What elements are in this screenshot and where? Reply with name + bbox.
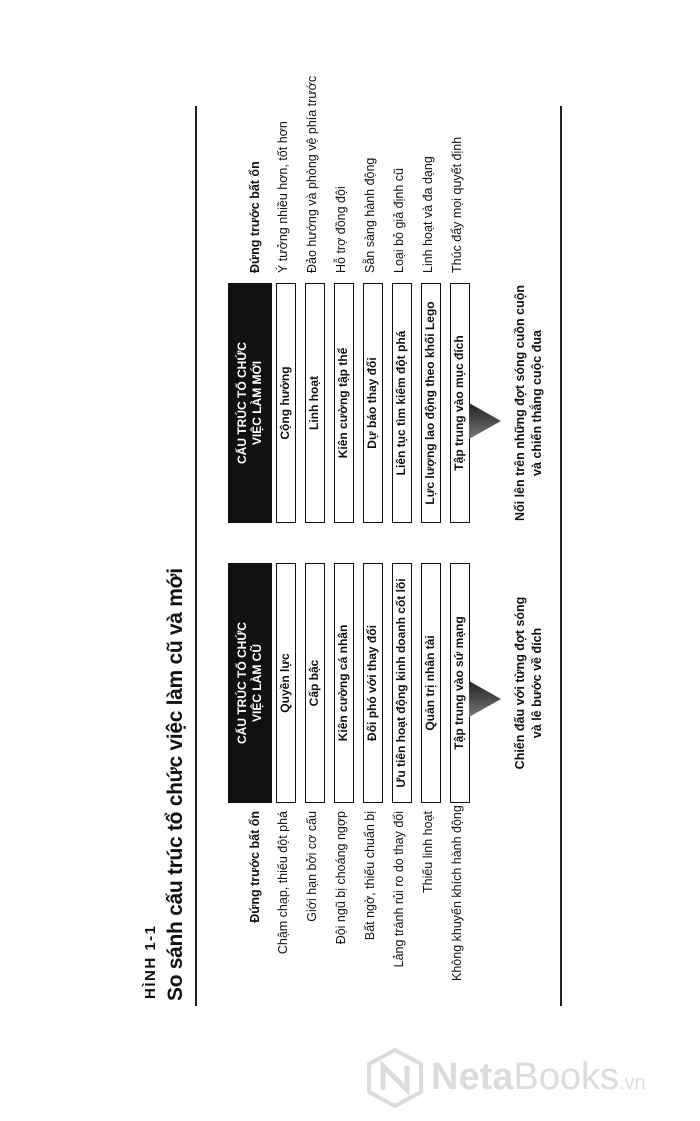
old-structure-item: Cấp bậc — [305, 563, 325, 803]
old-structure-item: Quản trị nhân tài — [421, 563, 441, 803]
right-column-item: Đảo hướng và phòng vệ phía trước — [305, 75, 319, 273]
left-column-item: Đội ngũ bị choáng ngợp — [334, 811, 348, 945]
left-column-item: Không khuyến khích hành động — [450, 805, 464, 981]
new-structure-header-line2: VIỆC LÀM MỚI — [250, 360, 264, 446]
old-down-arrow-icon — [465, 679, 505, 719]
left-column-item: Lảng tránh rủi ro do thay đổi — [392, 811, 406, 968]
right-column-header: Đứng trước bất ổn — [248, 161, 262, 273]
right-column-item: Loại bỏ giả định cũ — [392, 168, 406, 273]
new-structure-item: Liên tục tìm kiếm đột phá — [392, 283, 412, 523]
new-structure-item: Kiên cường tập thể — [334, 283, 354, 523]
new-caption — [512, 263, 546, 543]
old-caption-line1: Chiến đấu với từng đợt sóng — [513, 596, 527, 770]
new-caption-line2: và chiến thắng cuộc đua — [530, 330, 544, 476]
left-column-item: Thiếu linh hoạt — [421, 811, 435, 894]
new-structure-item: Lực lượng lao động theo khối Lego — [421, 283, 441, 523]
right-column-item: Hỗ trợ đồng đội — [334, 186, 348, 273]
left-column-item: Bất ngờ, thiếu chuẩn bị — [363, 811, 377, 941]
new-caption-line1: Nổi lên trên những đợt sóng cuồn cuộn — [513, 285, 527, 521]
new-down-arrow-icon — [465, 401, 505, 441]
right-column-item: Sẵn sàng hành động — [363, 157, 377, 273]
old-structure-item: Quyền lực — [276, 563, 296, 803]
top-divider — [195, 106, 197, 1006]
new-structure-header-line1: CẤU TRÚC TỔ CHỨC — [235, 342, 249, 464]
new-structure-item: Dự báo thay đổi — [363, 283, 383, 523]
right-column-item: Ý tưởng nhiều hơn, tốt hơn — [276, 121, 290, 273]
netabooks-logo-icon — [365, 1048, 425, 1108]
bottom-divider — [560, 106, 562, 1006]
figure-label: HÌNH 1-1 — [142, 924, 159, 999]
old-caption — [512, 563, 546, 803]
old-structure-item: Đối phó với thay đổi — [363, 563, 383, 803]
watermark-text-bold: Neta — [431, 1056, 514, 1098]
watermark-text-regular: Books — [513, 1056, 619, 1098]
right-column-item: Linh hoạt và đa dạng — [421, 156, 435, 273]
left-column-item: Giới hạn bởi cơ cấu — [305, 811, 319, 922]
old-structure-item: Tập trung vào sứ mạng — [450, 563, 470, 803]
old-structure-header-line1: CẤU TRÚC TỔ CHỨC — [235, 622, 249, 744]
new-structure-header — [228, 283, 272, 523]
old-caption-line2: và lê bước về đích — [530, 627, 544, 739]
new-structure-item: Tập trung vào mục đích — [450, 283, 470, 523]
old-structure-item: Ưu tiên hoạt động kinh doanh cốt lõi — [392, 563, 412, 803]
watermark-suffix: .vn — [619, 1072, 646, 1094]
left-column-header: Đứng trước bất ổn — [248, 811, 262, 923]
new-structure-item: Linh hoạt — [305, 283, 325, 523]
old-structure-header-line2: VIỆC LÀM CŨ — [250, 644, 264, 722]
figure-title: So sánh cấu trúc tổ chức việc làm cũ và mới — [164, 568, 187, 1001]
new-structure-item: Cộng hưởng — [276, 283, 296, 523]
old-structure-item: Kiên cường cá nhân — [334, 563, 354, 803]
right-column-item: Thúc đẩy mọi quyết định — [450, 136, 464, 273]
old-structure-header — [228, 563, 272, 803]
left-column-item: Chậm chạp, thiếu đột phá — [276, 811, 290, 955]
